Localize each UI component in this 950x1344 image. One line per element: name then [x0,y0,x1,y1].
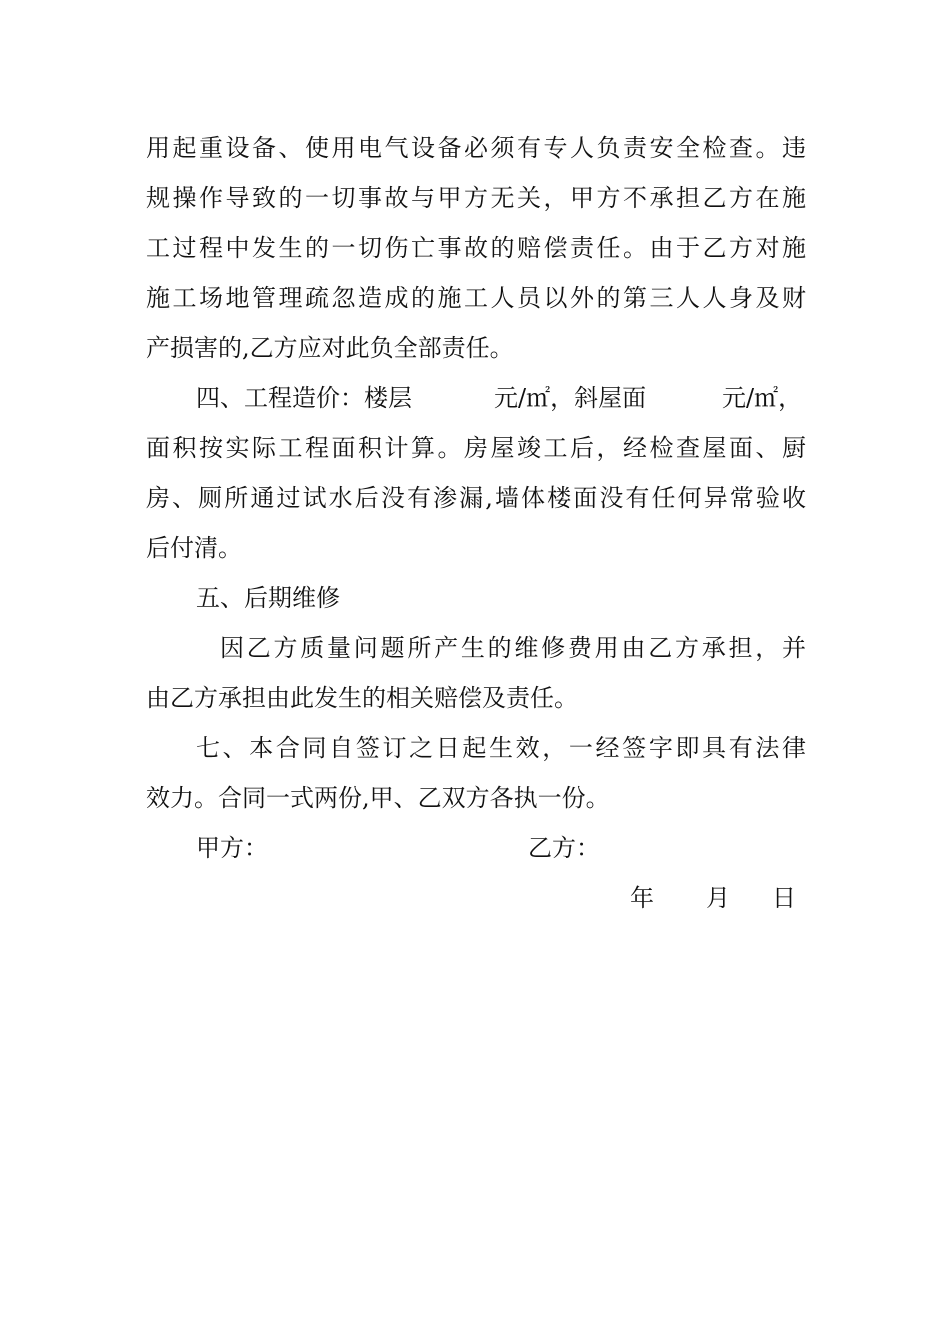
cost-floor-label: 四、工程造价：楼层 [196,384,412,412]
paragraph-line: 面积按实际工程面积计算。房屋竣工后，经检查屋面、厨 [146,434,806,462]
paragraph-line: 后付清。 [146,534,242,562]
paragraph-line: 由乙方承担由此发生的相关赔偿及责任。 [146,684,578,712]
cost-floor-unit: 元/㎡，斜屋面 [494,384,647,412]
paragraph-line: 产损害的,乙方应对此负全部责任。 [146,334,514,362]
paragraph-line: 因乙方质量问题所产生的维修费用由乙方承担，并 [220,634,806,662]
paragraph-line: 规操作导致的一切事故与甲方无关，甲方不承担乙方在施 [146,184,806,212]
party-a-signature-label: 甲方： [196,834,268,862]
paragraph-line: 七、本合同自签订之日起生效，一经签字即具有法律 [196,734,806,762]
date-day-label: 日 [772,884,796,912]
paragraph-line: 效力。合同一式两份,甲、乙双方各执一份。 [146,784,610,812]
paragraph-line: 施工场地管理疏忽造成的施工人员以外的第三人人身及财 [146,284,806,312]
paragraph-line: 工过程中发生的一切伤亡事故的赔偿责任。由于乙方对施 [146,234,806,262]
paragraph-line: 用起重设备、使用电气设备必须有专人负责安全检查。违 [146,134,806,162]
date-month-label: 月 [706,884,730,912]
date-year-label: 年 [630,884,654,912]
clause-five-heading: 五、后期维修 [196,584,340,612]
paragraph-line: 房、厕所通过试水后没有渗漏,墙体楼面没有任何异常验收 [146,484,806,512]
cost-roof-unit: 元/㎡， [722,384,803,412]
clause-four-heading [196,382,412,414]
party-b-signature-label: 乙方： [528,834,600,862]
